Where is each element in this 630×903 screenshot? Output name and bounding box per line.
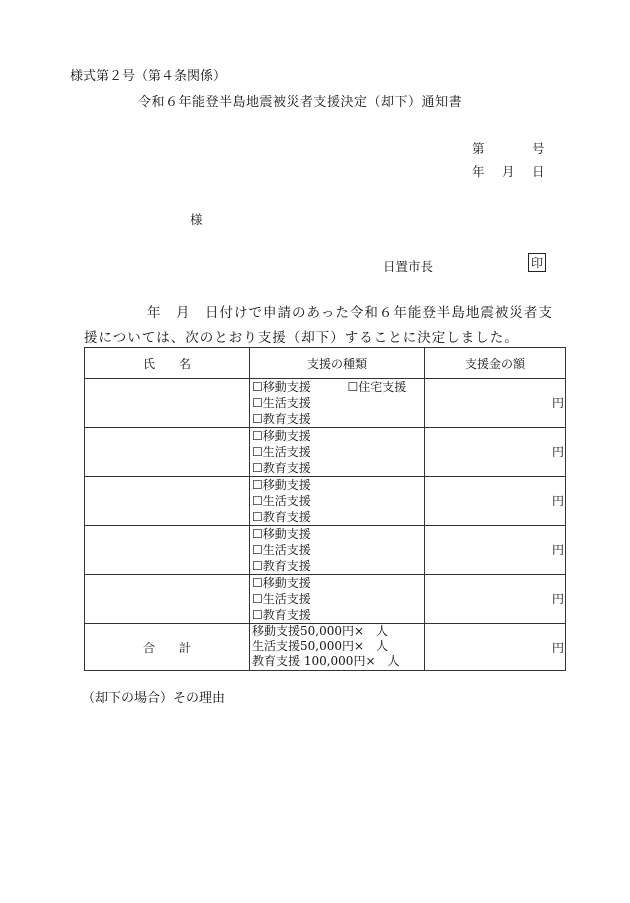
checkbox-housing[interactable]: ☐住宅支援 <box>347 380 407 394</box>
addressee-honorific: 様 <box>190 212 203 227</box>
checkbox-moving[interactable]: ☐移動支援 <box>252 429 311 443</box>
issuer-mayor: 日置市長 <box>383 259 434 274</box>
total-amount-cell[interactable] <box>425 624 566 671</box>
total-line-education: 教育支援 100,000円× 人 <box>252 654 400 668</box>
checkbox-living[interactable]: ☐生活支援 <box>252 396 311 410</box>
amount-cell[interactable] <box>425 477 566 526</box>
checkbox-education[interactable]: ☐教育支援 <box>252 510 311 524</box>
form-number: 様式第２号（第４条関係） <box>70 69 227 84</box>
checkbox-moving[interactable]: ☐移動支援 <box>252 478 311 492</box>
reason-label: （却下の場合）その理由 <box>82 691 226 706</box>
table-row <box>85 428 566 477</box>
checkbox-education[interactable]: ☐教育支援 <box>252 412 311 426</box>
checkbox-education[interactable]: ☐教育支援 <box>252 608 311 622</box>
document-title: 令和６年能登半島地震被災者支援決定（却下）通知書 <box>138 95 463 110</box>
type-cell <box>250 575 330 624</box>
type-cell-2 <box>330 428 425 477</box>
name-cell[interactable] <box>85 477 250 526</box>
total-label: 合計 <box>85 624 250 671</box>
amount-cell[interactable] <box>425 428 566 477</box>
body-line-1: 年 月 日付けで申請のあった令和６年能登半島地震被災者支 <box>147 305 553 321</box>
amount-cell[interactable] <box>425 526 566 575</box>
type-cell <box>250 428 330 477</box>
body-line-2: 援については、次のとおり支援（却下）することに決定しました。 <box>84 330 519 346</box>
checkbox-education[interactable]: ☐教育支援 <box>252 559 311 573</box>
type-cell-2 <box>330 575 425 624</box>
table-row <box>85 477 566 526</box>
table-row <box>85 379 566 428</box>
date-day-label: 日 <box>532 164 545 179</box>
seal-label: 印 <box>530 256 543 270</box>
name-cell[interactable] <box>85 428 250 477</box>
seal-box <box>528 253 546 272</box>
checkbox-education[interactable]: ☐教育支援 <box>252 461 311 475</box>
yen-unit: 円 <box>552 592 565 606</box>
header-name: 氏 名 <box>85 348 250 379</box>
yen-unit: 円 <box>552 494 565 508</box>
checkbox-moving[interactable]: ☐移動支援 <box>252 576 311 590</box>
yen-unit: 円 <box>552 543 565 557</box>
checkbox-living[interactable]: ☐生活支援 <box>252 445 311 459</box>
table-row <box>85 526 566 575</box>
name-cell[interactable] <box>85 526 250 575</box>
total-yen-unit: 円 <box>552 640 565 655</box>
type-cell <box>250 379 330 428</box>
date-year-label: 年 <box>472 164 485 179</box>
name-cell[interactable] <box>85 575 250 624</box>
header-type: 支援の種類 <box>250 348 425 379</box>
checkbox-living[interactable]: ☐生活支援 <box>252 543 311 557</box>
checkbox-moving[interactable]: ☐移動支援 <box>252 527 311 541</box>
type-cell <box>250 526 330 575</box>
total-line-living: 生活支援50,000円× 人 <box>252 639 389 653</box>
doc-number-label: 第 <box>472 141 485 156</box>
yen-unit: 円 <box>552 445 565 459</box>
total-row <box>85 624 566 671</box>
type-cell-2 <box>330 526 425 575</box>
amount-cell[interactable] <box>425 379 566 428</box>
support-table <box>84 347 566 671</box>
checkbox-moving[interactable]: ☐移動支援 <box>252 380 311 394</box>
total-line-moving: 移動支援50,000円× 人 <box>252 624 389 638</box>
type-cell <box>250 477 330 526</box>
date-month-label: 月 <box>502 164 515 179</box>
table-row <box>85 575 566 624</box>
type-cell-2 <box>330 477 425 526</box>
checkbox-living[interactable]: ☐生活支援 <box>252 494 311 508</box>
header-amount: 支援金の額 <box>425 348 566 379</box>
amount-cell[interactable] <box>425 575 566 624</box>
yen-unit: 円 <box>552 396 565 410</box>
doc-number-suffix: 号 <box>532 141 545 156</box>
name-cell[interactable] <box>85 379 250 428</box>
type-cell-2 <box>330 379 425 428</box>
table-header-row <box>85 348 566 379</box>
checkbox-living[interactable]: ☐生活支援 <box>252 592 311 606</box>
total-breakdown <box>250 624 425 671</box>
